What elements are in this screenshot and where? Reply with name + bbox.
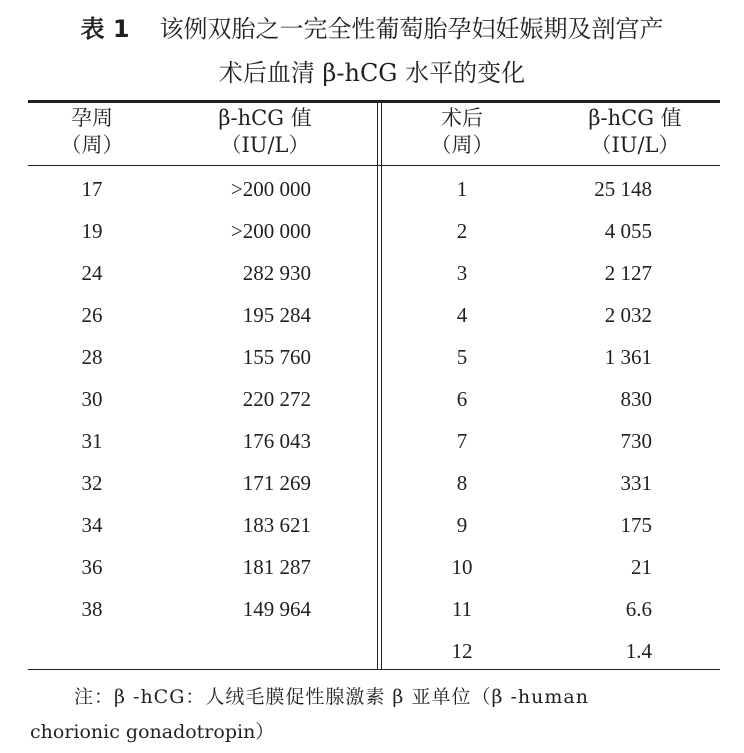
gestational-week-cell: 34 — [81, 513, 103, 537]
hcg-value-cell: 171 269 — [242, 471, 311, 495]
postop-week-cell: 10 — [451, 555, 473, 579]
header-text: β-hCG 值 — [218, 106, 312, 130]
postop-hcg-value-cell: 2 032 — [604, 303, 652, 327]
header-hcg-value-right — [560, 105, 710, 159]
gestational-week-cell: 19 — [81, 219, 103, 243]
header-text: 术后 — [441, 106, 483, 130]
header-text: β-hCG 值 — [588, 106, 682, 130]
postop-week-cell: 3 — [456, 261, 468, 285]
hcg-value-cell: 282 930 — [242, 261, 311, 285]
header-rule — [28, 165, 720, 166]
gestational-week-cell: 28 — [81, 345, 103, 369]
bottom-rule — [28, 669, 720, 670]
header-postop-week — [410, 105, 514, 159]
postop-week-cell: 6 — [456, 387, 468, 411]
postop-hcg-value-cell: 6.6 — [625, 597, 652, 621]
title-line-1: 该例双胎之一完全性葡萄胎孕妇妊娠期及剖宫产 — [159, 15, 664, 43]
gestational-week-cell: 36 — [81, 555, 103, 579]
postop-week-cell: 1 — [456, 177, 468, 201]
header-gestational-week — [40, 105, 144, 159]
gestational-week-cell: 38 — [81, 597, 103, 621]
hcg-value-cell: 176 043 — [242, 429, 311, 453]
note-line-1: 注：β -hCG：人绒毛膜促性腺激素 β 亚单位（β -human — [74, 686, 589, 708]
postop-week-cell: 2 — [456, 219, 468, 243]
header-unit: （周） — [430, 133, 494, 157]
column-divider-second — [381, 103, 382, 669]
gestational-week-cell: 31 — [81, 429, 103, 453]
header-hcg-value-left — [190, 105, 340, 159]
postop-week-cell: 5 — [456, 345, 468, 369]
gestational-week-cell: 26 — [81, 303, 103, 327]
postop-hcg-value-cell: 175 — [620, 513, 652, 537]
header-text: 孕周 — [71, 106, 113, 130]
postop-week-cell: 9 — [456, 513, 468, 537]
postop-week-cell: 4 — [456, 303, 468, 327]
table-title — [0, 12, 744, 46]
hcg-value-cell: 149 964 — [242, 597, 311, 621]
postop-hcg-value-cell: 730 — [620, 429, 652, 453]
gestational-week-cell: 30 — [81, 387, 103, 411]
gestational-week-cell: 24 — [81, 261, 103, 285]
hcg-value-cell: >200 000 — [230, 219, 311, 243]
postop-hcg-value-cell: 4 055 — [604, 219, 652, 243]
postop-week-cell: 8 — [456, 471, 468, 495]
postop-hcg-value-cell: 2 127 — [604, 261, 652, 285]
hcg-value-cell: 183 621 — [242, 513, 311, 537]
hcg-value-cell: 220 272 — [242, 387, 311, 411]
header-unit: （周） — [60, 133, 124, 157]
postop-hcg-value-cell: 25 148 — [594, 177, 652, 201]
hcg-value-cell: >200 000 — [230, 177, 311, 201]
table-label: 表 1 — [80, 15, 130, 43]
hcg-value-cell: 155 760 — [242, 345, 311, 369]
postop-week-cell: 7 — [456, 429, 468, 453]
header-unit: （IU/L） — [220, 133, 310, 157]
postop-hcg-value-cell: 830 — [620, 387, 652, 411]
hcg-value-cell: 195 284 — [242, 303, 311, 327]
postop-hcg-value-cell: 1 361 — [604, 345, 652, 369]
top-rule — [28, 100, 720, 103]
hcg-value-cell: 181 287 — [242, 555, 311, 579]
column-divider — [377, 103, 378, 669]
postop-hcg-value-cell: 21 — [631, 555, 652, 579]
gestational-week-cell: 32 — [81, 471, 103, 495]
header-unit: （IU/L） — [590, 133, 680, 157]
note-line-2: chorionic gonadotropin） — [30, 721, 275, 743]
postop-week-cell: 12 — [451, 639, 473, 663]
gestational-week-cell: 17 — [81, 177, 103, 201]
title-line-2: 术后血清 β-hCG 水平的变化 — [218, 59, 526, 87]
postop-hcg-value-cell: 1.4 — [625, 639, 652, 663]
postop-hcg-value-cell: 331 — [620, 471, 652, 495]
postop-week-cell: 11 — [451, 597, 473, 621]
